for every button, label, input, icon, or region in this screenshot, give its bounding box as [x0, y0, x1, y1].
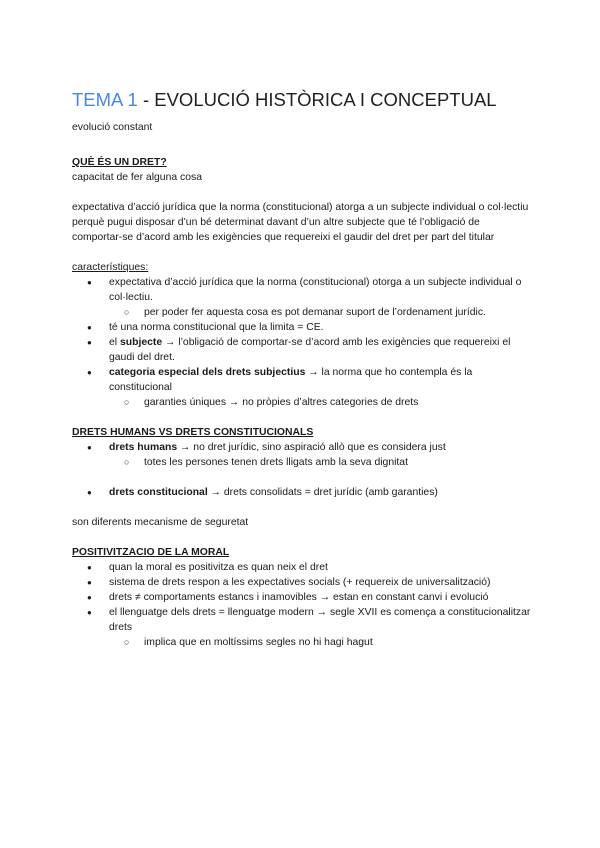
list-item [72, 605, 532, 650]
list-item [72, 275, 532, 320]
positivitzacio-list [72, 560, 532, 650]
list-item-text: expectativa d’acció jurídica que la norma (constitucional) otorga a un subjecte individual o col·lectiu. [109, 277, 522, 303]
list-item [72, 365, 532, 410]
list-item-bold: categoria especial dels drets subjectius [109, 367, 306, 378]
sub-list-item [108, 635, 532, 650]
sub-list-item-text: per poder fer aquesta cosa es pot demanar suport de l’ordenament jurídic. [144, 307, 486, 318]
list-item [72, 575, 532, 590]
list-item [72, 320, 532, 335]
list-item [72, 560, 532, 575]
sub-list-item-text: totes les persones tenen drets lligats amb la seva dignitat [144, 457, 408, 468]
sub-list [72, 455, 532, 470]
section-heading-drets-humans: DRETS HUMANS VS DRETS CONSTITUCIONALS [72, 427, 314, 438]
document-page [72, 88, 532, 650]
title-tema: TEMA 1 [72, 89, 138, 110]
list-item [72, 590, 532, 605]
intro-text: evolució constant [72, 122, 153, 133]
list-item [72, 335, 532, 365]
list-item-text: sistema de drets respon a les expectatives socials (+ requereix de universalització) [109, 577, 491, 588]
title-rest: - EVOLUCIÓ HISTÒRICA I CONCEPTUAL [137, 89, 497, 110]
drets-list [72, 440, 532, 470]
list-item-text: → l’obligació de comportar-se d’acord amb les exigències que requereixi el gaudi del dret. [109, 337, 511, 363]
list-item-text: quan la moral es positivitza es quan neix el dret [109, 562, 328, 573]
list-item-bold: drets humans [109, 442, 178, 453]
sub-list-item [108, 395, 532, 410]
sub-list [72, 305, 532, 320]
sub-list [72, 635, 532, 650]
list-item-bold: subjecte [119, 337, 163, 348]
section-heading-que-es-un-dret: QUÈ ÉS UN DRET? [72, 157, 167, 168]
caracteristiques-label: característiques: [72, 262, 149, 273]
sub-list-item-text: garanties úniques → no pròpies d’altres categories de drets [144, 397, 419, 408]
section2-note: son diferents mecanisme de seguretat [72, 517, 249, 528]
section1-subtitle: capacitat de fer alguna cosa [72, 172, 202, 183]
section1-paragraph: expectativa d’acció jurídica que la norma (constitucional) atorga a un subjecte individual o col·lectiu perquè pugui disposar d’un bé determinat davant d’un altre subjecte que té l’obligació de comportar-se d’acord amb les exigències que requereixi el gaudir del dret per part del titular [72, 202, 529, 243]
list-item-text: → drets consolidats = dret jurídic (amb garanties) [207, 487, 438, 498]
list-item [72, 440, 532, 470]
sub-list-item-text: implica que en moltíssims segles no hi hagi hagut [144, 637, 373, 648]
sub-list-item [108, 455, 532, 470]
sub-list [72, 395, 532, 410]
list-item-bold: drets constitucional [109, 487, 208, 498]
list-item-text: → no dret jurídic, sino aspiració allò que es considera just [177, 442, 446, 453]
sub-list-item [108, 305, 532, 320]
list-item-text: drets ≠ comportaments estancs i inamovibles → estan en constant canvi i evolució [109, 592, 489, 603]
section-heading-positivitzacio: POSITIVITZACIO DE LA MORAL [72, 547, 230, 558]
list-item-text: el llenguatge dels drets = llenguatge modern → segle XVII es comença a constitucionalitzar drets [109, 607, 531, 633]
caracteristiques-list [72, 275, 532, 410]
list-item-text: té una norma constitucional que la limita = CE. [109, 322, 324, 333]
page-title [72, 88, 532, 112]
list-item-text: → la norma que ho contempla és la constitucional [109, 367, 473, 393]
list-item [72, 485, 532, 500]
list-item-text: el [109, 337, 120, 348]
drets-list-2 [72, 485, 532, 500]
